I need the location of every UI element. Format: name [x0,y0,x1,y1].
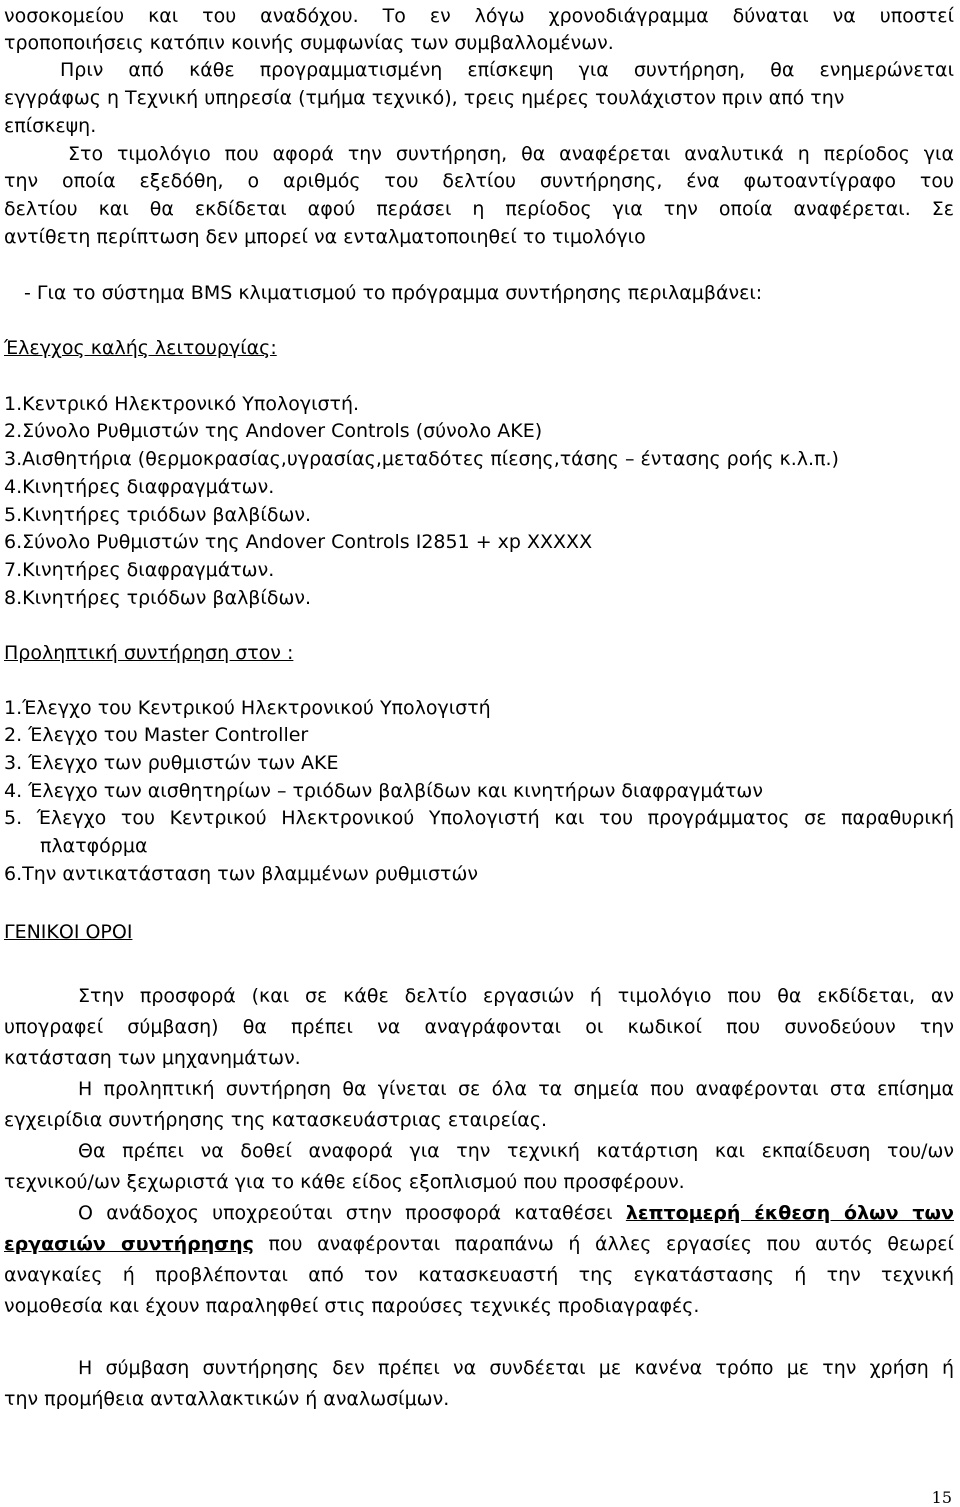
list-item: 6.Την αντικατάσταση των βλαμμένων ρυθμιστών [4,863,478,885]
text-line: αντίθετη περίπτωση δεν μπορεί να ενταλματοποιηθεί το τιμολόγιο [4,226,646,248]
text-line: κατάσταση των μηχανημάτων. [4,1047,301,1069]
text-span: που αναφέρονται παραπάνω ή άλλες εργασίες που αυτός θεωρεί [253,1233,954,1255]
text-line: δελτίου και θα εκδίδεται αφού περάσει η περίοδος για την οποία αναφέρεται. Σε [4,198,954,220]
text-line: Η προληπτική συντήρηση θα γίνεται σε όλα τα σημεία που αναφέρονται στα επίσημα [78,1078,954,1100]
list-item: 4.Κινητήρες διαφραγμάτων. [4,476,275,498]
list-item: 2. Έλεγχο του Master Controller [4,724,309,746]
general-heading: ΓΕΝΙΚΟΙ ΟΡΟΙ [4,921,133,943]
text-line [78,1201,954,1225]
bold-underlined-text: λεπτομερή έκθεση όλων των [625,1202,954,1224]
list-item: 1.Κεντρικό Ηλεκτρονικό Υπολογιστή. [4,393,360,415]
text-line: εγχειρίδια συντήρησης της κατασκευάστριας εταιρείας. [4,1109,548,1131]
list-item: 8.Κινητήρες τριόδων βαλβίδων. [4,587,312,609]
list-item: 4. Έλεγχο των αισθητηρίων – τριόδων βαλβίδων και κινητήρων διαφραγμάτων [4,780,763,802]
list-item: 5. Έλεγχο του Κεντρικού Ηλεκτρονικού Υπολογιστή και του προγράμματος σε παραθυρική [4,807,954,829]
text-line: τροποποιήσεις κατόπιν κοινής συμφωνίας των συμβαλλομένων. [4,32,614,54]
list-item: 6.Σύνολο Ρυθμιστών της Andover Controls I2851 + xp XXXXX [4,531,593,553]
text-line: επίσκεψη. [4,115,97,137]
list-item: 7.Κινητήρες διαφραγμάτων. [4,559,275,581]
list-item: 2.Σύνολο Ρυθμιστών της Andover Controls (σύνολο AKE) [4,420,543,442]
text-line: Η σύμβαση συντήρησης δεν πρέπει να συνδέεται με κανένα τρόπο με την χρήση ή [78,1357,954,1379]
page-number: 15 [931,1488,952,1507]
text-line: την προμήθεια ανταλλακτικών ή αναλωσίμων. [4,1388,450,1410]
list-item: 3. Έλεγχο των ρυθμιστών των AKE [4,752,339,774]
list-item-continuation: πλατφόρμα [40,835,148,857]
list-item: 5.Κινητήρες τριόδων βαλβίδων. [4,504,312,526]
text-line: αναγκαίες ή προβλέπονται από τον κατασκευαστή της εγκατάστασης ή την τεχνική [4,1264,954,1286]
list-item: 1.Έλεγχο του Κεντρικού Ηλεκτρονικού Υπολογιστή [4,697,491,719]
text-span: Ο ανάδοχος υποχρεούται στην προσφορά καταθέσει [78,1202,626,1224]
list-item: 3.Αισθητήρια (θερμοκρασίας,υγρασίας,μεταδότες πίεσης,τάσης – έντασης ροής κ.λ.π.) [4,448,839,470]
text-line: Πριν από κάθε προγραμματισμένη επίσκεψη για συντήρηση, θα ενημερώνεται [60,59,954,81]
bms-line: - Για το σύστημα BMS κλιματισμού το πρόγραμμα συντήρησης περιλαμβάνει: [24,282,763,304]
prev-heading: Προληπτική συντήρηση στον : [4,642,294,664]
text-line: τεχνικού/ων ξεχωριστά για το κάθε είδος εξοπλισμού που προσφέρουν. [4,1171,685,1193]
text-line: την οποία εξεδόθη, ο αριθμός του δελτίου συντήρησης, ένα φωτοαντίγραφο του [4,170,954,192]
bold-underlined-text: εργασιών συντήρησης [4,1233,254,1255]
text-line: Στην προσφορά (και σε κάθε δελτίο εργασιών ή τιμολόγιο που θα εκδίδεται, αν [78,985,954,1007]
text-line: Θα πρέπει να δοθεί αναφορά για την τεχνική κατάρτιση και εκπαίδευση του/ων [78,1140,954,1162]
text-line: υπογραφεί σύμβαση) θα πρέπει να αναγράφονται οι κωδικοί που συνοδεύουν την [4,1016,954,1038]
text-line: νομοθεσία και έχουν παραληφθεί στις παρούσες τεχνικές προδιαγραφές. [4,1295,700,1317]
text-line: Στο τιμολόγιο που αφορά την συντήρηση, θα αναφέρεται αναλυτικά η περίοδος για [68,143,954,165]
text-line: εγγράφως η Τεχνική υπηρεσία (τμήμα τεχνικό), τρεις ημέρες τουλάχιστον πριν από την [4,87,845,109]
text-line: νοσοκομείου και του αναδόχου. Το εν λόγω χρονοδιάγραμμα δύναται να υποστεί [4,5,954,27]
check-heading: Έλεγχος καλής λειτουργίας: [4,337,277,359]
text-line [4,1232,954,1256]
